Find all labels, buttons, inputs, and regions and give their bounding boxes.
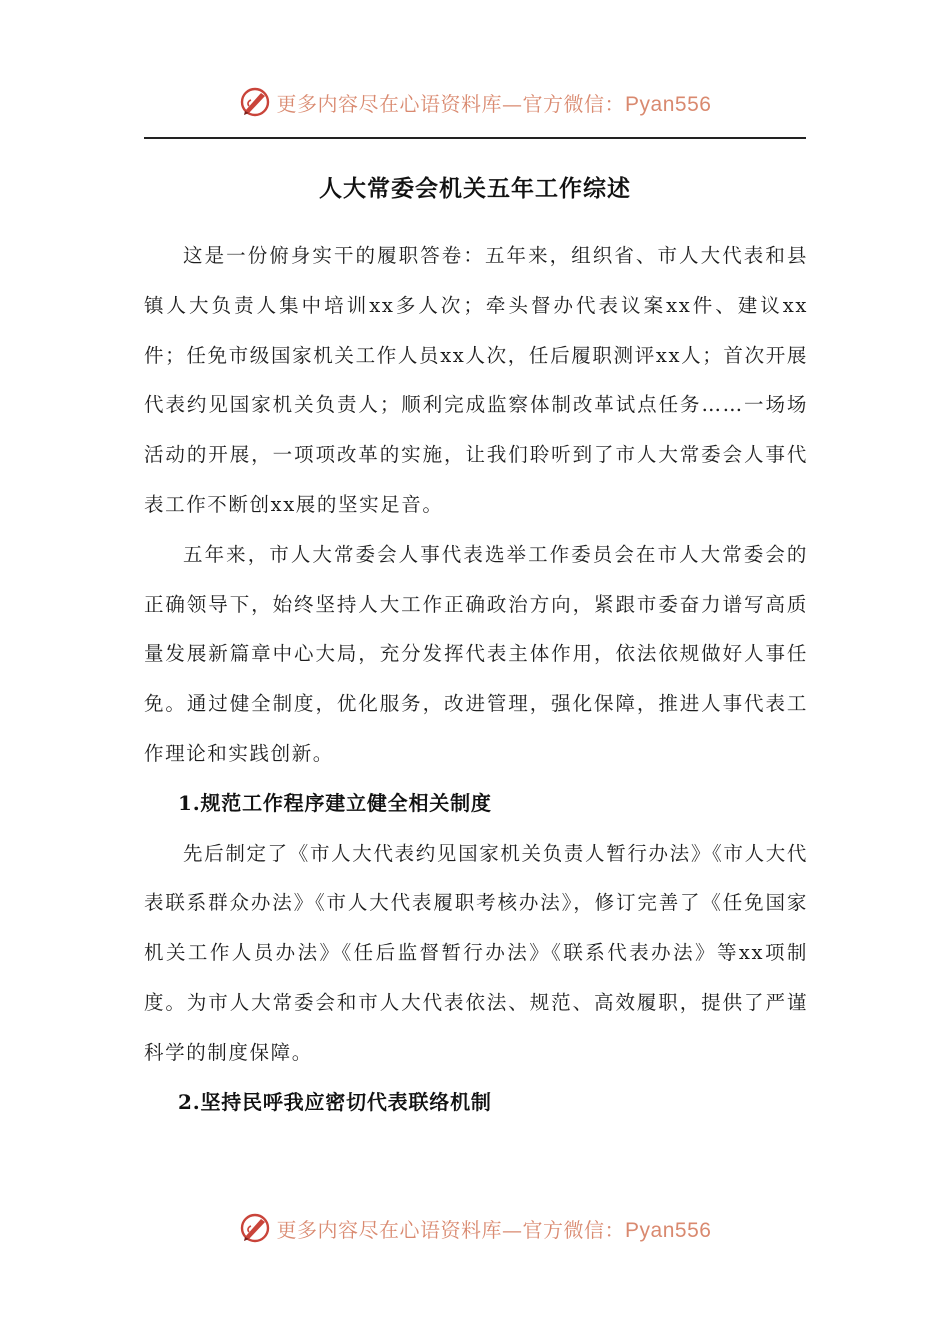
banner-text <box>277 88 712 117</box>
document-title: 人大常委会机关五年工作综述 <box>319 175 631 202</box>
paragraph-intro: 这是一份俯身实干的履职答卷：五年来，组织省、市人大代表和县镇人大负责人集中培训xx多人次；牵头督办代表议案xx件、建议xx件；任免市级国家机关工作人员xx人次，任后履职测评xx人；首次开展代表约见国家机关负责人；顺利完成监察体制改革试点任务……一场场活动的开展，一项项改革的实施，让我们聆听到了市人大常委会人事代表工作不断创xx展的坚实足音。 <box>144 244 808 516</box>
banner-label: 更多内容尽在心语资料库—官方微信： <box>276 91 626 116</box>
document-body <box>144 231 808 1127</box>
header-banner <box>0 82 950 122</box>
paragraph-section-1: 先后制定了《市人大代表约见国家机关负责人暂行办法》《市人大代表联系群众办法》《市人大代表履职考核办法》，修订完善了《任免国家机关工作人员办法》《任后监督暂行办法》《联系代表办法》等xx项制度。为市人大常委会和市人大代表依法、规范、高效履职，提供了严谨科学的制度保障。 <box>144 841 808 1064</box>
pen-logo-icon <box>239 86 271 118</box>
section-heading-1: 1.规范工作程序建立健全相关制度 <box>178 790 492 815</box>
header-divider <box>144 137 806 139</box>
wechat-id: Pyan556 <box>625 92 712 116</box>
footer-banner <box>0 1208 950 1248</box>
banner-label: 更多内容尽在心语资料库—官方微信： <box>276 1217 626 1242</box>
pen-logo-icon <box>239 1212 271 1244</box>
wechat-id: Pyan556 <box>625 1218 712 1242</box>
banner-text <box>277 1214 712 1243</box>
section-heading-2: 2.坚持民呼我应密切代表联络机制 <box>178 1089 492 1114</box>
paragraph-overview: 五年来，市人大常委会人事代表选举工作委员会在市人大常委会的正确领导下，始终坚持人大工作正确政治方向，紧跟市委奋力谱写高质量发展新篇章中心大局，充分发挥代表主体作用，依法依规做好人事任免。通过健全制度，优化服务，改进管理，强化保障，推进人事代表工作理论和实践创新。 <box>144 542 808 765</box>
